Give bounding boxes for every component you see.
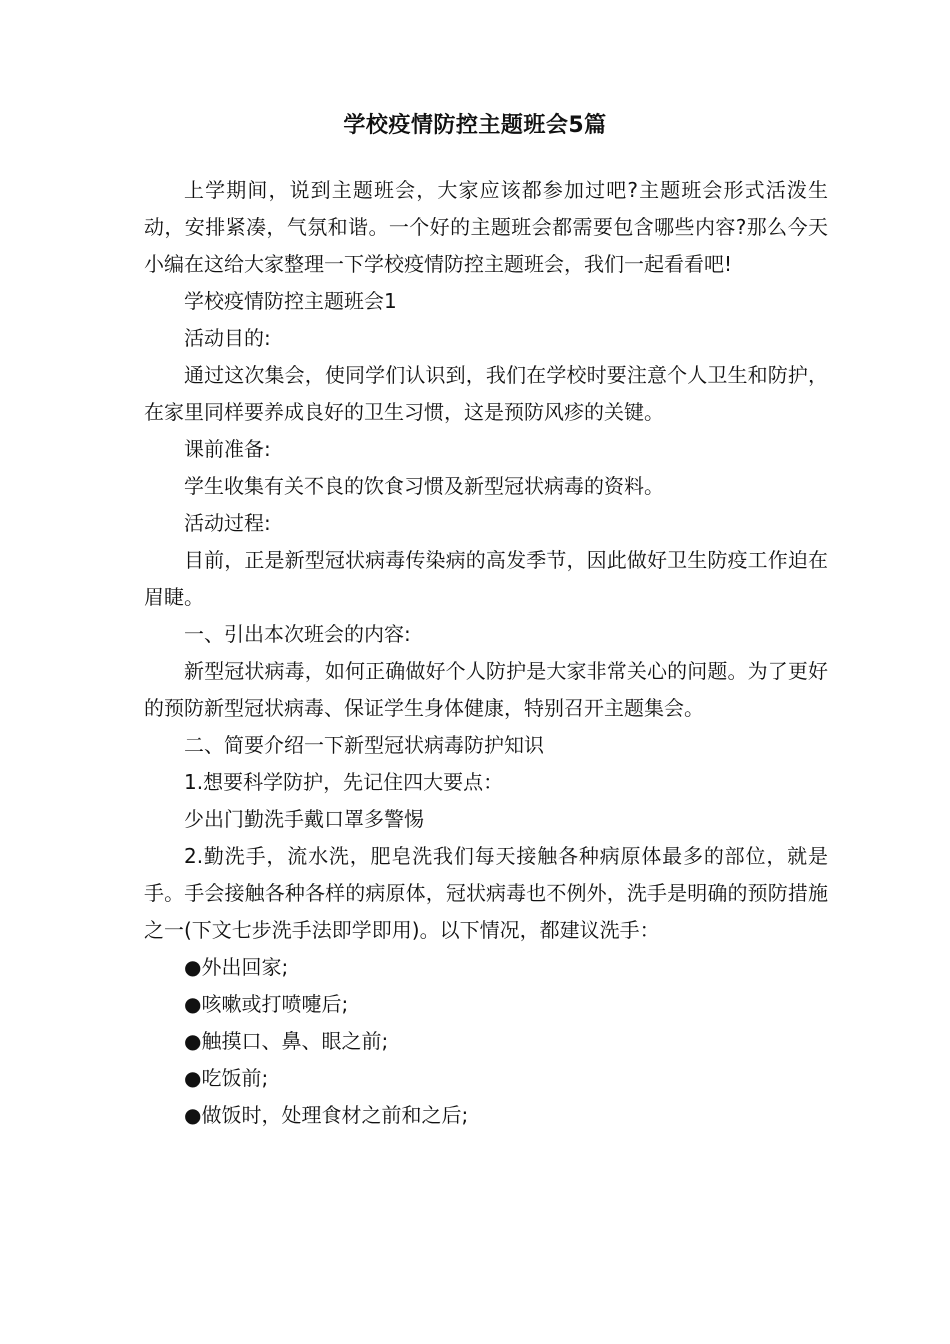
list-item: ●咳嗽或打喷嚏后;	[184, 992, 349, 1016]
section-heading: 学校疫情防控主题班会1	[184, 289, 397, 313]
paragraph: 1.想要科学防护，先记住四大要点：	[184, 770, 504, 794]
paragraph: 上学期间，说到主题班会，大家应该都参加过吧?主题班会形式活泼生动，安排紧凑，气氛和谐。一个好的主题班会都需要包含哪些内容?那么今天小编在这给大家整理一下学校疫情防控主题班会，我们一起看看吧!	[144, 178, 828, 276]
paragraph: 学生收集有关不良的饮食习惯及新型冠状病毒的资料。	[184, 474, 664, 498]
paragraph: 目前，正是新型冠状病毒传染病的高发季节，因此做好卫生防疫工作迫在眉睫。	[144, 548, 828, 609]
document-body	[144, 172, 828, 1134]
paragraph: 新型冠状病毒，如何正确做好个人防护是大家非常关心的问题。为了更好的预防新型冠状病毒、保证学生身体健康，特别召开主题集会。	[144, 659, 828, 720]
paragraph: 课前准备:	[184, 437, 271, 461]
paragraph: 活动过程:	[184, 511, 271, 535]
paragraph: 通过这次集会，使同学们认识到，我们在学校时要注意个人卫生和防护，在家里同样要养成良好的卫生习惯，这是预防风疹的关键。	[144, 363, 828, 424]
document-title: 学校疫情防控主题班会5篇	[343, 113, 607, 138]
list-item: ●做饭时，处理食材之前和之后;	[184, 1103, 469, 1127]
list-item: ●外出回家;	[184, 955, 289, 979]
paragraph: 2.勤洗手，流水洗，肥皂洗我们每天接触各种病原体最多的部位，就是手。手会接触各种各样的病原体，冠状病毒也不例外，洗手是明确的预防措施之一(下文七步洗手法即学即用)。以下情况，都建议洗手：	[144, 844, 828, 942]
paragraph: 活动目的:	[184, 326, 271, 350]
list-item: ●吃饭前;	[184, 1066, 269, 1090]
paragraph: 二、简要介绍一下新型冠状病毒防护知识	[184, 733, 544, 757]
paragraph: 一、引出本次班会的内容:	[184, 622, 411, 646]
list-item: ●触摸口、鼻、眼之前;	[184, 1029, 389, 1053]
paragraph: 少出门勤洗手戴口罩多警惕	[184, 807, 424, 831]
